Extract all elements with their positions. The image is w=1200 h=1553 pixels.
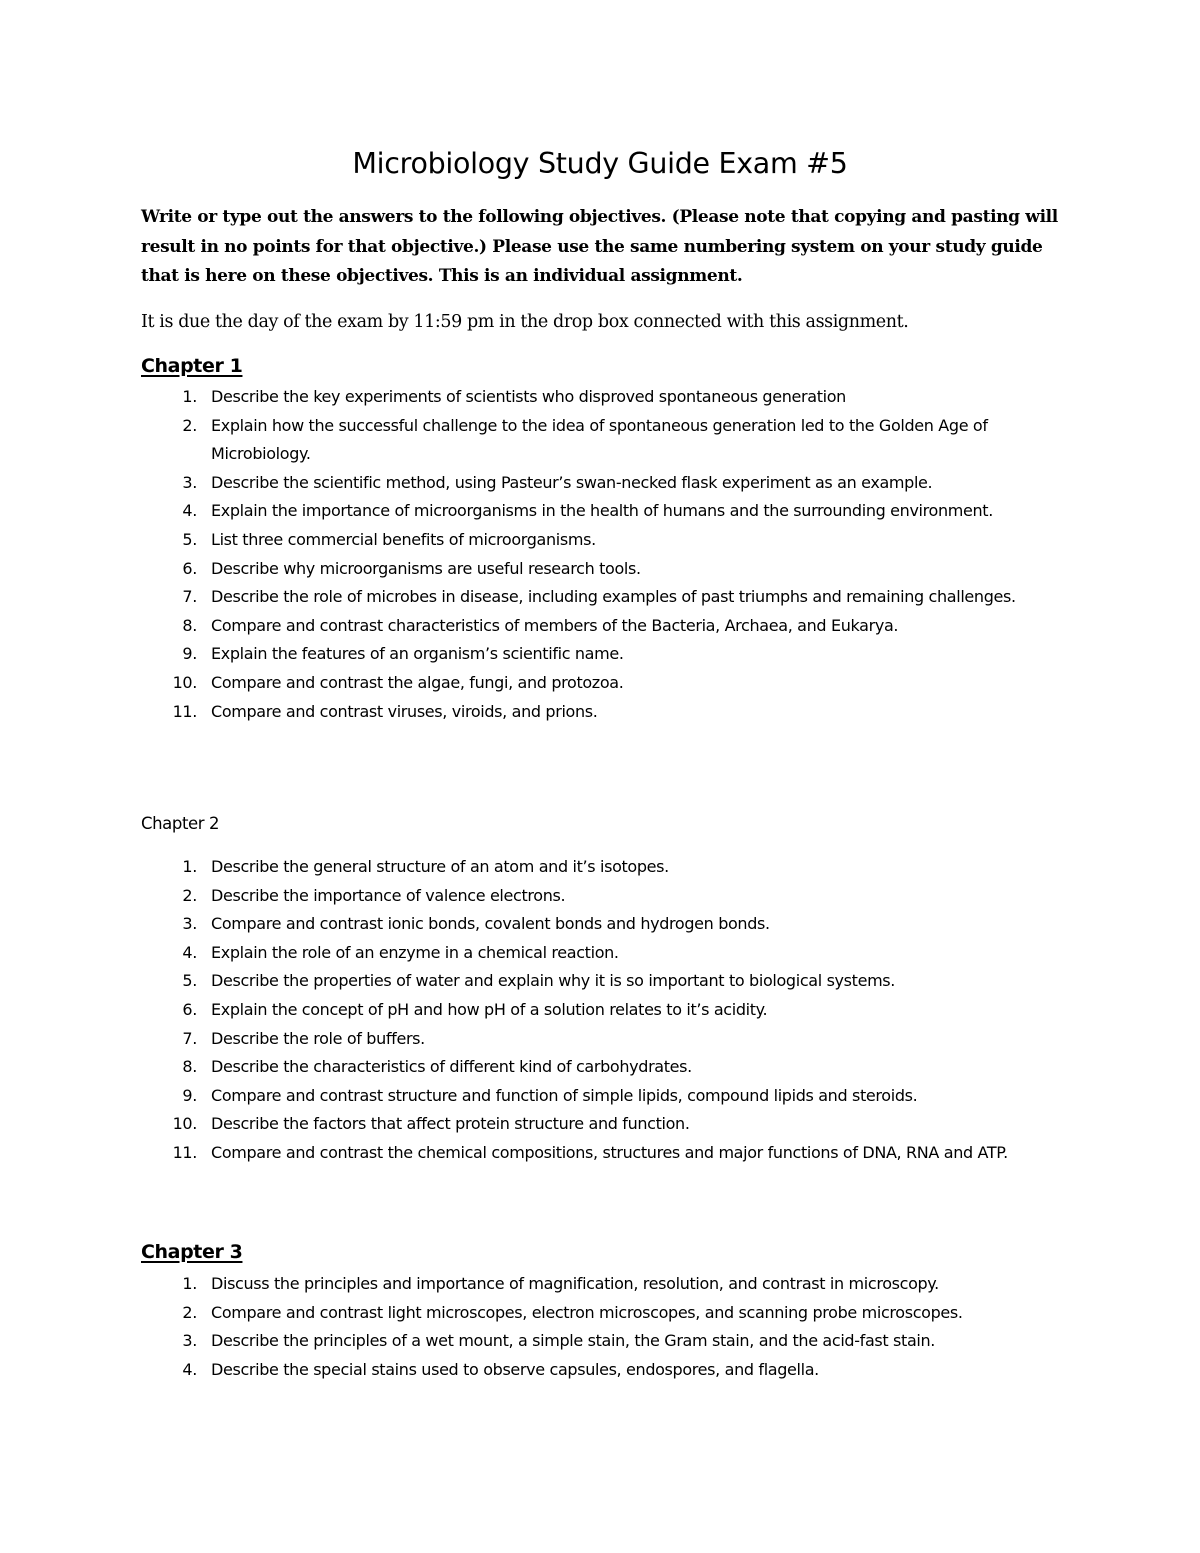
item-text: Describe why microorganisms are useful research tools. bbox=[211, 558, 641, 578]
item-text: Explain the role of an enzyme in a chemical reaction. bbox=[211, 942, 619, 962]
chapter-1-heading: Chapter 1 bbox=[141, 355, 243, 377]
item-text: Describe the characteristics of different kind of carbohydrates. bbox=[211, 1057, 692, 1077]
list-item bbox=[141, 383, 1061, 412]
item-text: Describe the role of microbes in disease, including examples of past triumphs and remaining challenges. bbox=[211, 587, 1016, 607]
item-number: 9. bbox=[182, 644, 197, 664]
chapter-2-objectives bbox=[141, 853, 1061, 1168]
item-number: 4. bbox=[182, 501, 197, 521]
list-item bbox=[141, 967, 1061, 996]
chapter-1-objectives bbox=[141, 383, 1061, 726]
list-item bbox=[141, 469, 1061, 498]
item-number: 7. bbox=[182, 587, 197, 607]
list-item bbox=[141, 1139, 1061, 1168]
item-text: Compare and contrast the algae, fungi, and protozoa. bbox=[211, 672, 624, 692]
list-item bbox=[141, 583, 1061, 612]
list-item bbox=[141, 853, 1061, 882]
list-item bbox=[141, 669, 1061, 698]
list-item bbox=[141, 698, 1061, 727]
item-number: 3. bbox=[182, 1331, 197, 1351]
item-text: Compare and contrast the chemical compositions, structures and major functions of DNA, RNA and ATP. bbox=[211, 1142, 1008, 1162]
list-item bbox=[141, 1053, 1061, 1082]
item-text: Compare and contrast structure and function of simple lipids, compound lipids and steroids. bbox=[211, 1085, 918, 1105]
list-item bbox=[141, 1327, 1061, 1356]
item-number: 2. bbox=[182, 1302, 197, 1322]
item-text: Describe the factors that affect protein structure and function. bbox=[211, 1114, 690, 1134]
chapter-3-heading: Chapter 3 bbox=[141, 1241, 243, 1263]
item-number: 10. bbox=[172, 1114, 197, 1134]
list-item bbox=[141, 555, 1061, 584]
item-number: 10. bbox=[172, 672, 197, 692]
item-number: 5. bbox=[182, 971, 197, 991]
item-number: 1. bbox=[182, 857, 197, 876]
item-text: Explain the features of an organism’s scientific name. bbox=[211, 644, 624, 664]
list-item bbox=[141, 1356, 1061, 1385]
item-text: Describe the key experiments of scientists who disproved spontaneous generation bbox=[211, 387, 846, 406]
list-item bbox=[141, 1082, 1061, 1111]
item-number: 8. bbox=[182, 615, 197, 635]
item-text: Explain the importance of microorganisms in the health of humans and the surrounding environment. bbox=[211, 501, 993, 521]
list-item bbox=[141, 640, 1061, 669]
item-number: 6. bbox=[182, 558, 197, 578]
item-number: 11. bbox=[172, 1142, 197, 1162]
item-text: Explain how the successful challenge to the idea of spontaneous generation led to the Golden Age of Microbiology. bbox=[211, 415, 988, 464]
chapter-2-heading: Chapter 2 bbox=[141, 814, 220, 833]
instructions-paragraph: Write or type out the answers to the following objectives. (Please note that copying and pasting will result in no points for that objective.) Please use the same numbering system on your study guide that is here on these objectives. This is an individual assignment. bbox=[141, 207, 1058, 286]
list-item bbox=[141, 1110, 1061, 1139]
item-number: 4. bbox=[182, 1359, 197, 1379]
item-number: 6. bbox=[182, 999, 197, 1019]
item-number: 2. bbox=[182, 415, 197, 435]
item-text: Compare and contrast characteristics of members of the Bacteria, Archaea, and Eukarya. bbox=[211, 615, 899, 635]
list-item bbox=[141, 412, 1061, 469]
item-number: 3. bbox=[182, 472, 197, 492]
item-text: Describe the properties of water and explain why it is so important to biological systems. bbox=[211, 971, 896, 991]
page-title: Microbiology Study Guide Exam #5 bbox=[352, 147, 848, 180]
item-number: 1. bbox=[182, 1274, 197, 1293]
item-number: 5. bbox=[182, 529, 197, 549]
item-number: 11. bbox=[172, 701, 197, 721]
item-text: Compare and contrast ionic bonds, covalent bonds and hydrogen bonds. bbox=[211, 914, 770, 934]
list-item bbox=[141, 526, 1061, 555]
item-number: 8. bbox=[182, 1057, 197, 1077]
list-item bbox=[141, 910, 1061, 939]
list-item bbox=[141, 882, 1061, 911]
list-item bbox=[141, 497, 1061, 526]
item-text: Compare and contrast light microscopes, electron microscopes, and scanning probe microscopes. bbox=[211, 1302, 963, 1322]
item-text: Explain the concept of pH and how pH of a solution relates to it’s acidity. bbox=[211, 999, 768, 1019]
item-number: 3. bbox=[182, 914, 197, 934]
item-text: Describe the scientific method, using Pasteur’s swan-necked flask experiment as an example. bbox=[211, 472, 933, 492]
item-number: 2. bbox=[182, 885, 197, 905]
list-item bbox=[141, 612, 1061, 641]
item-text: Describe the importance of valence electrons. bbox=[211, 885, 566, 905]
item-text: Describe the principles of a wet mount, a simple stain, the Gram stain, and the acid-fast stain. bbox=[211, 1331, 936, 1351]
list-item bbox=[141, 1025, 1061, 1054]
item-text: Describe the special stains used to observe capsules, endospores, and flagella. bbox=[211, 1359, 819, 1379]
due-date-note: It is due the day of the exam by 11:59 pm in the drop box connected with this assignment. bbox=[141, 312, 909, 332]
item-text: List three commercial benefits of microorganisms. bbox=[211, 529, 596, 549]
item-number: 4. bbox=[182, 942, 197, 962]
list-item bbox=[141, 1299, 1061, 1328]
item-text: Describe the role of buffers. bbox=[211, 1028, 425, 1048]
list-item bbox=[141, 1270, 1061, 1299]
list-item bbox=[141, 996, 1061, 1025]
item-number: 9. bbox=[182, 1085, 197, 1105]
item-number: 7. bbox=[182, 1028, 197, 1048]
list-item bbox=[141, 939, 1061, 968]
item-text: Compare and contrast viruses, viroids, and prions. bbox=[211, 701, 598, 721]
item-text: Discuss the principles and importance of magnification, resolution, and contrast in microscopy. bbox=[211, 1274, 939, 1293]
item-number: 1. bbox=[182, 387, 197, 406]
item-text: Describe the general structure of an atom and it’s isotopes. bbox=[211, 857, 669, 876]
chapter-3-objectives bbox=[141, 1270, 1061, 1384]
